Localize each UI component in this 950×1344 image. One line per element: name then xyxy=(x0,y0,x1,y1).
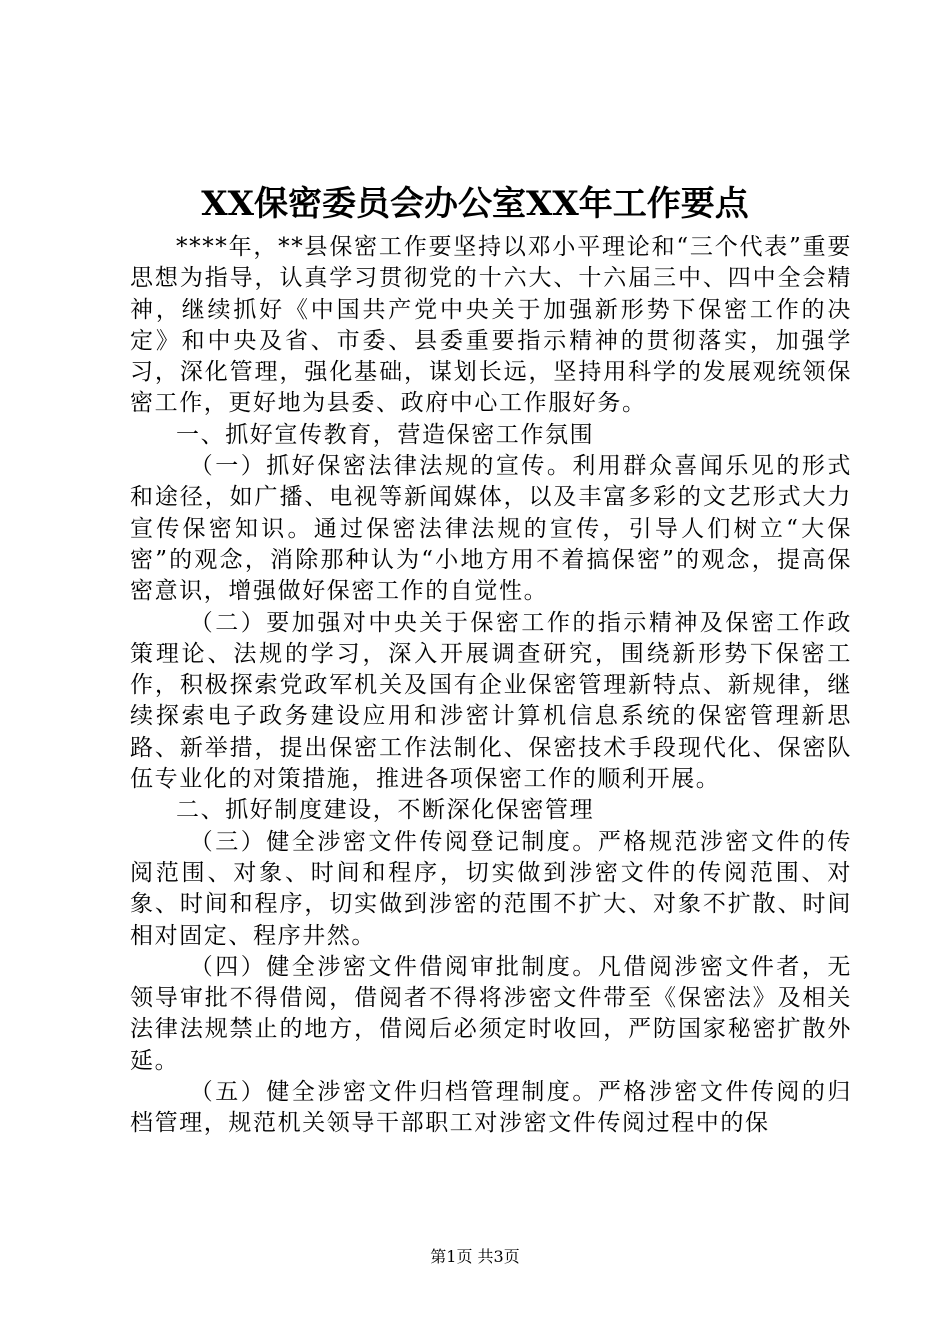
intro-paragraph: ****年，**县保密工作要坚持以邓小平理论和“三个代表”重要思想为指导，认真学习贯彻党的十六大、十六届三中、四中全会精神，继续抓好《中国共产党中央关于加强新形势下保密工作的决定》和中央及省、市委、县委重要指示精神的贯彻落实，加强学习，深化管理，强化基础，谋划长远，坚持用科学的发展观统领保密工作，更好地为县委、政府中心工作服好务。 xyxy=(130,234,852,417)
item-paragraph-2: （二）要加强对中央关于保密工作的指示精神及保密工作政策理论、法规的学习，深入开展调查研究，围绕新形势下保密工作，积极探索党政军机关及国有企业保密管理新特点、新规律，继续探索电子政务建设应用和涉密计算机信息系统的保密管理新思路、新举措，提出保密工作法制化、保密技术手段现代化、保密队伍专业化的对策措施，推进各项保密工作的顺利开展。 xyxy=(130,609,852,793)
document-body xyxy=(130,232,852,1140)
section-heading-2: 二、抓好制度建设，不断深化保密管理 xyxy=(176,797,595,824)
item-paragraph-4: （四）健全涉密文件借阅审批制度。凡借阅涉密文件者，无领导审批不得借阅，借阅者不得将涉密文件带至《保密法》及相关法律法规禁止的地方，借阅后必须定时收回，严防国家秘密扩散外延。 xyxy=(130,953,852,1074)
section-heading-1: 一、抓好宣传教育，营造保密工作氛围 xyxy=(176,421,595,448)
document-title: XX保密委员会办公室XX年工作要点 xyxy=(201,184,749,224)
item-paragraph-1: （一）抓好保密法律法规的宣传。利用群众喜闻乐见的形式和途径，如广播、电视等新闻媒体，以及丰富多彩的文艺形式大力宣传保密知识。通过保密法律法规的宣传，引导人们树立“大保密”的观念，消除那种认为“小地方用不着搞保密”的观念，提高保密意识，增强做好保密工作的自觉性。 xyxy=(130,453,852,605)
item-paragraph-3: （三）健全涉密文件传阅登记制度。严格规范涉密文件的传阅范围、对象、时间和程序，切实做到涉密文件的传阅范围、对象、时间和程序，切实做到涉密的范围不扩大、对象不扩散、时间相对固定、程序井然。 xyxy=(130,828,852,949)
page-footer: 第1页 共3页 xyxy=(430,1247,520,1266)
item-paragraph-5: （五）健全涉密文件归档管理制度。严格涉密文件传阅的归档管理，规范机关领导干部职工对涉密文件传阅过程中的保 xyxy=(130,1079,852,1137)
